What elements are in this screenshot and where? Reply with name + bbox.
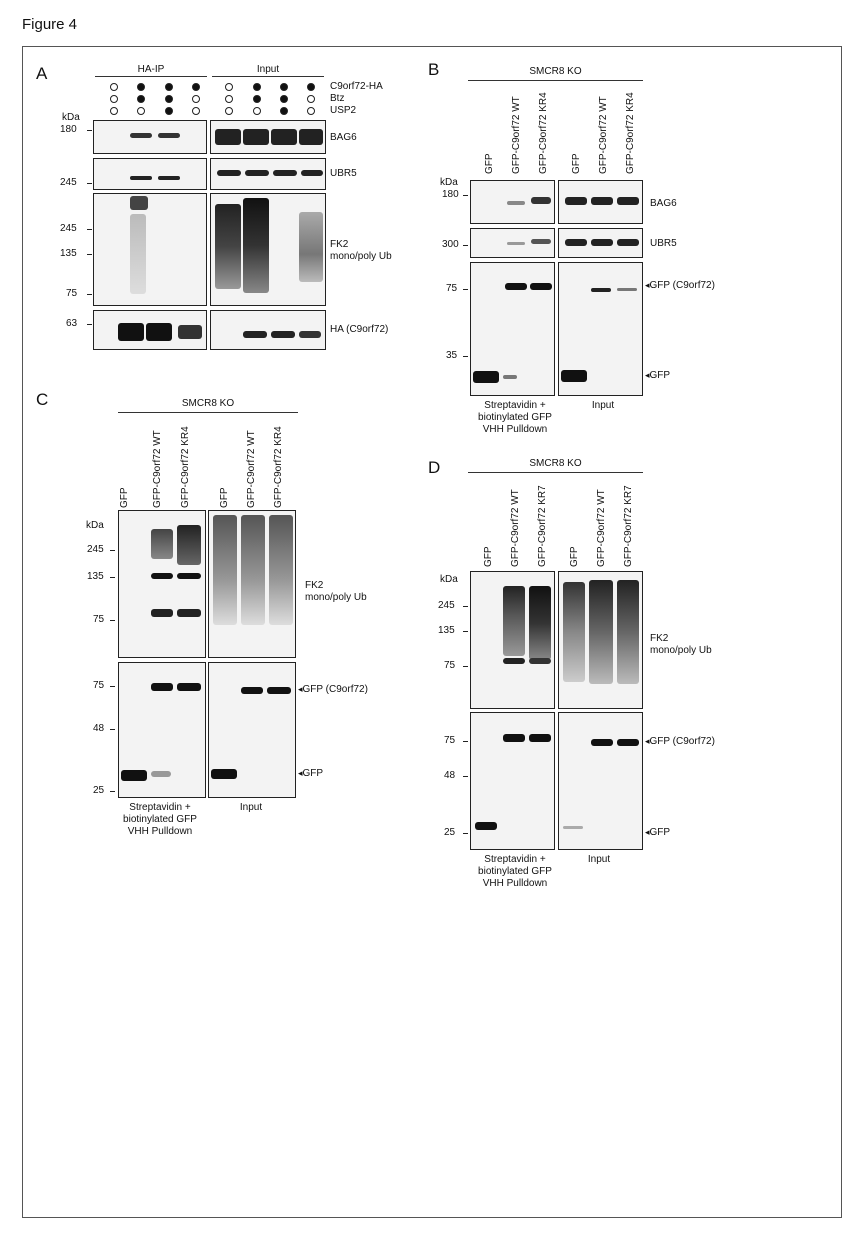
footer-d-left: Streptavidin + biotinylated GFP VHH Pulldown: [478, 854, 552, 889]
blot-a-ha-input: [210, 310, 326, 350]
marker-b-75: 75: [446, 283, 458, 294]
panel-d-header: SMCR8 KO: [529, 458, 582, 469]
marker-c-25: 25: [93, 785, 105, 796]
lane-b-5: GFP-C9orf72 WT: [598, 96, 609, 174]
lane-c-5: GFP-C9orf72 WT: [246, 430, 257, 508]
marker-d-245: 245: [438, 600, 455, 611]
marker-c-135: 135: [87, 571, 104, 582]
label-b-ubr5: UBR5: [650, 238, 677, 249]
kda-label-d: kDa: [440, 574, 458, 585]
panel-a-group-input: Input: [256, 64, 280, 75]
lane-c-1: GFP: [119, 487, 130, 508]
label-a-bag6: BAG6: [330, 132, 357, 143]
label-c-ub: mono/poly Ub: [305, 592, 367, 603]
arrow-icon: ◂: [645, 370, 650, 380]
figure-title: Figure 4: [22, 16, 78, 33]
condition-c9orf72-ha: C9orf72-HA: [330, 81, 383, 92]
blot-d-fk2-pd: [470, 571, 555, 709]
marker-d-25: 25: [444, 827, 456, 838]
arrow-icon: ◂: [298, 684, 303, 694]
kda-label-c: kDa: [86, 520, 104, 531]
marker-b-180: 180: [442, 189, 459, 200]
lane-d-2: GFP-C9orf72 WT: [510, 489, 521, 567]
label-c-gfp: ◂GFP: [298, 768, 324, 779]
marker-a-180: 180: [60, 124, 77, 135]
arrow-icon: ◂: [298, 768, 303, 778]
blot-c-fk2-input: [208, 510, 296, 658]
blot-d-gfp-pd: [470, 712, 555, 850]
blot-b-ubr5-pd: [470, 228, 555, 258]
lane-c-2: GFP-C9orf72 WT: [152, 430, 163, 508]
marker-a-63: 63: [66, 318, 78, 329]
marker-c-75b: 75: [93, 680, 105, 691]
marker-c-245: 245: [87, 544, 104, 555]
blot-b-bag6-pd: [470, 180, 555, 224]
footer-d-right: Input: [587, 854, 611, 865]
panel-b-label: B: [428, 60, 440, 79]
label-d-ub: mono/poly Ub: [650, 645, 712, 656]
marker-c-48: 48: [93, 723, 105, 734]
blot-d-gfp-input: [558, 712, 643, 850]
label-c-fk2: FK2: [305, 580, 324, 591]
blot-c-fk2-pd: [118, 510, 206, 658]
footer-b-left: Streptavidin + biotinylated GFP VHH Pulldown: [478, 400, 552, 435]
lane-b-6: GFP-C9orf72 KR4: [625, 92, 636, 174]
blot-a-fk2-ip: [93, 193, 207, 306]
label-b-gfp-c9: ◂GFP (C9orf72): [645, 280, 715, 291]
lane-c-4: GFP: [219, 487, 230, 508]
blot-a-bag6-input: [210, 120, 326, 154]
blot-a-ubr5-input: [210, 158, 326, 190]
lane-d-1: GFP: [483, 546, 494, 567]
blot-b-gfp-pd: [470, 262, 555, 396]
blot-a-bag6-ip: [93, 120, 207, 154]
condition-btz: Btz: [330, 93, 345, 104]
lane-b-4: GFP: [571, 153, 582, 174]
panel-c-label: C: [36, 390, 49, 409]
kda-label: kDa: [62, 112, 80, 123]
footer-c-right: Input: [239, 802, 263, 813]
marker-b-35: 35: [446, 350, 458, 361]
label-b-bag6: BAG6: [650, 198, 677, 209]
blot-b-ubr5-input: [558, 228, 643, 258]
lane-c-3: GFP-C9orf72 KR4: [180, 426, 191, 508]
panel-b-header: SMCR8 KO: [529, 66, 582, 77]
marker-c-75: 75: [93, 614, 105, 625]
label-d-gfp-c9: ◂GFP (C9orf72): [645, 736, 715, 747]
label-b-gfp: ◂GFP: [645, 370, 671, 381]
lane-d-5: GFP-C9orf72 WT: [596, 489, 607, 567]
blot-c-gfp-pd: [118, 662, 206, 798]
blot-d-fk2-input: [558, 571, 643, 709]
condition-usp2: USP2: [330, 105, 357, 116]
lane-c-6: GFP-C9orf72 KR4: [273, 426, 284, 508]
blot-a-ubr5-ip: [93, 158, 207, 190]
label-c-gfp-c9: ◂GFP (C9orf72): [298, 684, 368, 695]
label-d-gfp: ◂GFP: [645, 827, 671, 838]
kda-label-b: kDa: [440, 177, 458, 188]
lane-d-3: GFP-C9orf72 KR7: [537, 485, 548, 567]
label-a-ub: mono/poly Ub: [330, 251, 392, 262]
blot-a-ha-ip: [93, 310, 207, 350]
lane-b-1: GFP: [484, 153, 495, 174]
blot-c-gfp-input: [208, 662, 296, 798]
marker-a-75: 75: [66, 288, 78, 299]
label-d-fk2: FK2: [650, 633, 669, 644]
footer-b-right: Input: [591, 400, 615, 411]
label-a-ha: HA (C9orf72): [330, 324, 389, 335]
blot-a-fk2-input: [210, 193, 326, 306]
marker-d-135: 135: [438, 625, 455, 636]
lane-b-2: GFP-C9orf72 WT: [511, 96, 522, 174]
blot-b-bag6-input: [558, 180, 643, 224]
panel-a-label: A: [36, 64, 48, 83]
footer-c-left: Streptavidin + biotinylated GFP VHH Pulldown: [123, 802, 197, 837]
marker-b-300: 300: [442, 239, 459, 250]
panel-d-label: D: [428, 458, 441, 477]
marker-d-75b: 75: [444, 735, 456, 746]
lane-b-3: GFP-C9orf72 KR4: [538, 92, 549, 174]
arrow-icon: ◂: [645, 736, 650, 746]
panel-c-header: SMCR8 KO: [181, 398, 235, 409]
marker-d-75: 75: [444, 660, 456, 671]
arrow-icon: ◂: [645, 827, 650, 837]
blot-b-gfp-input: [558, 262, 643, 396]
lane-d-6: GFP-C9orf72 KR7: [623, 485, 634, 567]
marker-a-135: 135: [60, 248, 77, 259]
label-a-ubr5: UBR5: [330, 168, 357, 179]
label-a-fk2: FK2: [330, 239, 349, 250]
panel-a-group-haip: HA-IP: [137, 64, 165, 75]
arrow-icon: ◂: [645, 280, 650, 290]
marker-a-245: 245: [60, 177, 77, 188]
marker-d-48: 48: [444, 770, 456, 781]
marker-a-245b: 245: [60, 223, 77, 234]
lane-d-4: GFP: [569, 546, 580, 567]
